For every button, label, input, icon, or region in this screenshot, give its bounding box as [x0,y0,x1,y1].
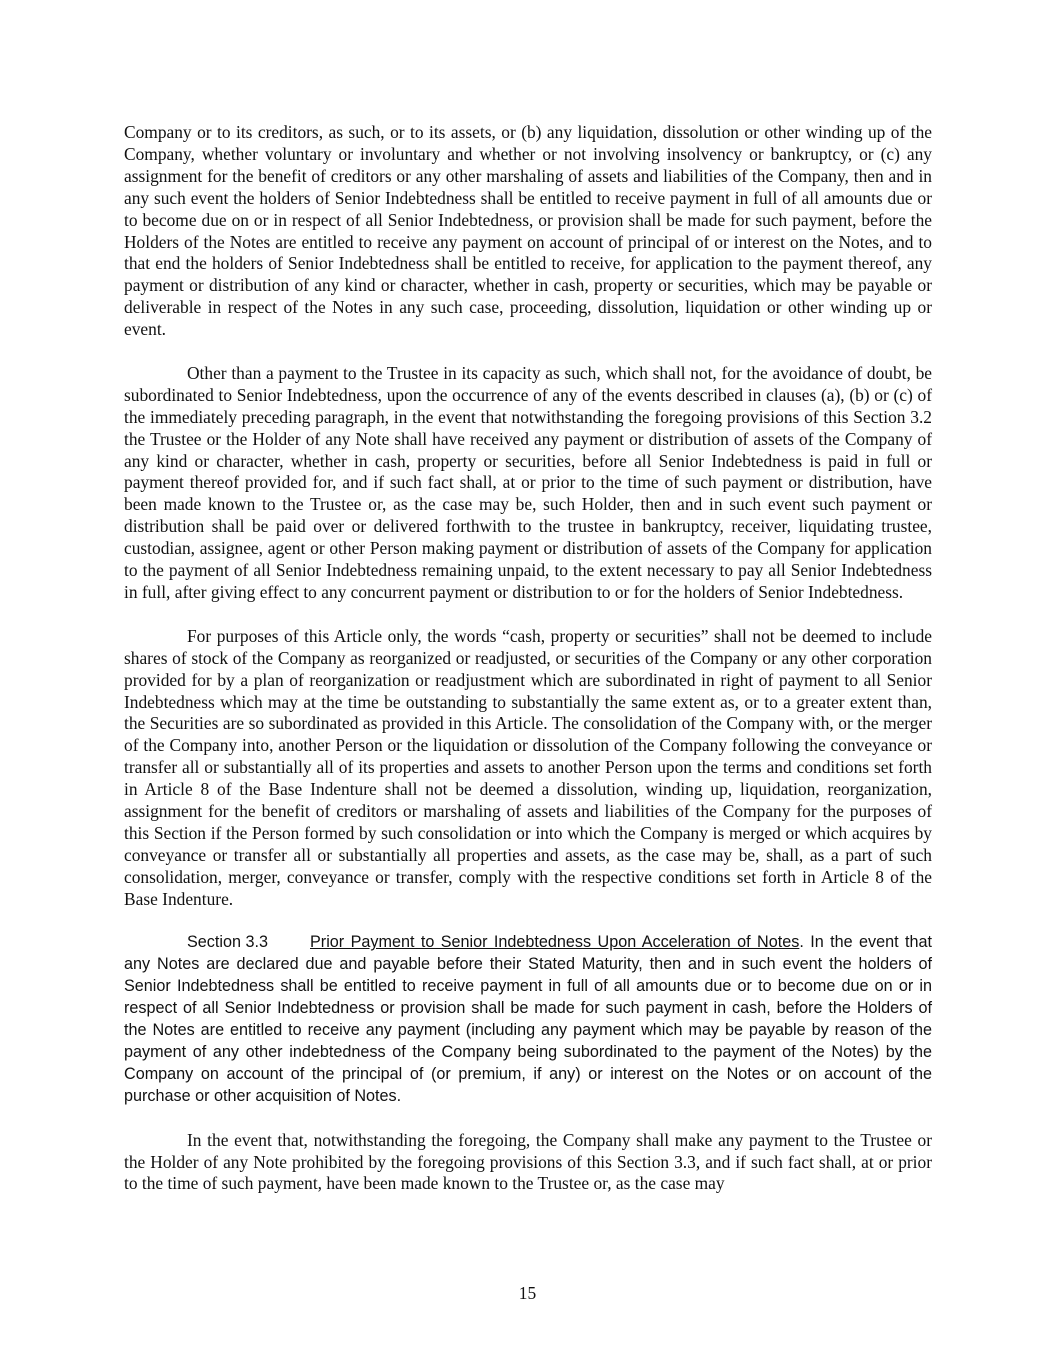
paragraph-final: In the event that, notwithstanding the foregoing, the Company shall make any payment to the Trustee or the Holder of any Note prohibited by the foregoing provisions of this Section 3.3, and if such fact shall, at or prior to the time of such payment, have been made known to the Trustee or, as the case may [124,1129,932,1194]
paragraph-cash-property-securities: For purposes of this Article only, the words “cash, property or securities” shall not be deemed to include shares of stock of the Company as reorganized or readjusted, or securities of the Company or any other corporation provided for by a plan of reorganization or readjustment which are subordinated in right of payment to all Senior Indebtedness which may at the time be outstanding to substantially the same extent as, or to a greater extent than, the Securities are so subordinated as provided in this Article. The consolidation of the Company with, or the merger of the Company into, another Person or the liquidation or dissolution of the Company following the conveyance or transfer all or substantially all of its properties and assets to another Person upon the terms and conditions set forth in Article 8 of the Base Indenture shall not be deemed a dissolution, winding up, liquidation, reorganization, assignment for the benefit of creditors or marshaling of assets and liabilities of the Company for the purposes of this Section if the Person formed by such consolidation or into which the Company is merged or which acquires by conveyance or transfer all or substantially all properties and assets, as the case may be, shall, as a part of such consolidation, merger, conveyance or transfer, comply with the respective conditions set forth in Article 8 of the Base Indenture. [124,625,932,909]
document-page [124,122,932,1217]
section-title: Prior Payment to Senior Indebtedness Upon Acceleration of Notes [310,933,800,952]
section-title-period: . [799,933,804,952]
page-number: 15 [518,1283,537,1303]
section-3-3 [124,932,932,1107]
section-number: Section 3.3 [187,933,268,952]
paragraph-continuation: Company or to its creditors, as such, or to its assets, or (b) any liquidation, dissolution or other winding up of the Company, whether voluntary or involuntary and whether or not involving insolvency or bankruptcy, or (c) any assignment for the benefit of creditors or any other marshaling of assets and liabilities of the Company, then and in any such event the holders of Senior Indebtedness shall be entitled to receive payment in full of all amounts due or to become due on or in respect of all Senior Indebtedness, or provision shall be made for such payment, before the Holders of the Notes are entitled to receive any payment on account of principal of or interest on the Notes, and to that end the holders of Senior Indebtedness shall be entitled to receive, for application to the payment thereof, any payment or distribution of any kind or character, whether in cash, property or securities, which may be payable or deliverable in respect of the Notes in any such case, proceeding, dissolution, liquidation or other winding up or event. [124,122,932,340]
section-body: In the event that any Notes are declared due and payable before their Stated Maturity, then and in such event the holders of Senior Indebtedness shall be entitled to receive payment in full of all amounts due or to become due on or in respect of all Senior Indebtedness or provision shall be made for such payment in cash, before the Holders of the Notes are entitled to receive any payment (including any payment which may be payable by reason of the payment of any other indebtedness of the Company being subordinated to the payment of the Notes) by the Company on account of the principal of (or premium, if any) or interest on the Notes or on account of the purchase or other acquisition of Notes. [124,933,933,1105]
paragraph-trustee-payment: Other than a payment to the Trustee in its capacity as such, which shall not, for the avoidance of doubt, be subordinated to Senior Indebtedness, upon the occurrence of any of the events described in clauses (a), (b) or (c) of the immediately preceding paragraph, in the event that notwithstanding the foregoing provisions of this Section 3.2 the Trustee or the Holder of any Note shall have received any payment or distribution of assets of the Company of any kind or character, whether in cash, property or securities, before all Senior Indebtedness is paid in full or payment thereof provided for, and if such fact shall, at or prior to the time of such payment or distribution, have been made known to the Trustee or, as the case may be, such Holder, then and in such event such payment or distribution shall be paid over or delivered forthwith to the trustee in bankruptcy, receiver, liquidating trustee, custodian, assignee, agent or other Person making payment or distribution of assets of the Company for application to the payment of all Senior Indebtedness remaining unpaid, to the extent necessary to pay all Senior Indebtedness in full, after giving effect to any concurrent payment or distribution to or for the holders of Senior Indebtedness. [124,362,932,603]
